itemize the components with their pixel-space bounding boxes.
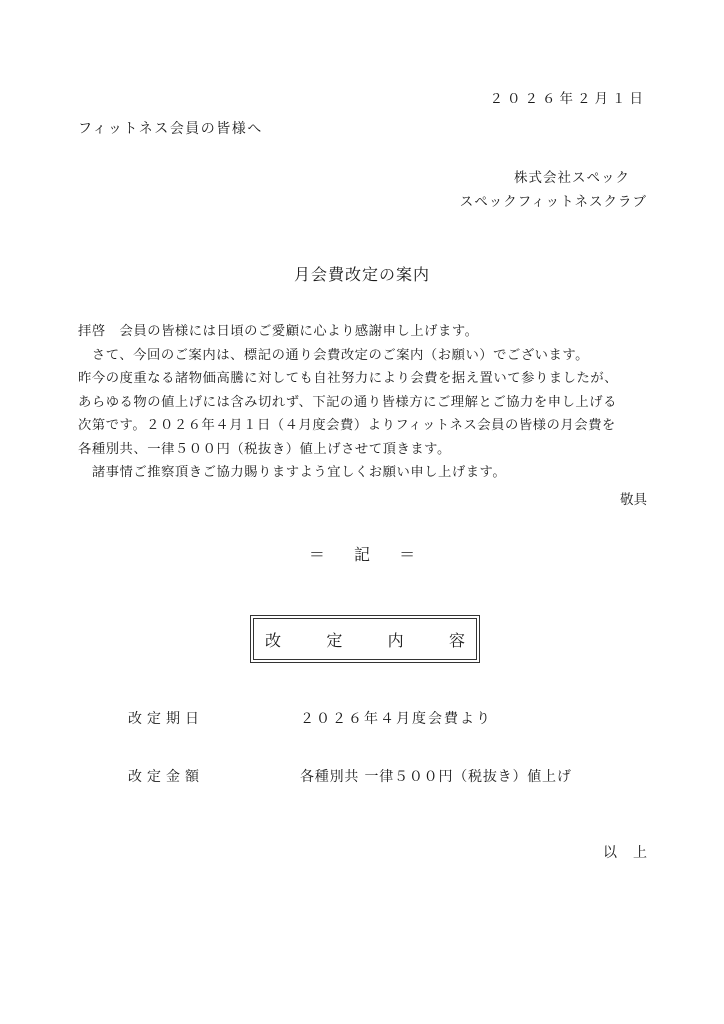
addressee: フィットネス会員の皆様へ — [78, 121, 263, 137]
body-line: 各種別共、一律５００円（税抜き）値上げさせて頂きます。 — [78, 441, 451, 457]
revision-amount-label: 改定金額 — [128, 769, 204, 785]
revision-amount-value: 各種別共 一律５００円（税抜き）値上げ — [300, 769, 572, 785]
closing-ijo — [603, 842, 647, 862]
closing-keigu: 敬具 — [620, 492, 647, 508]
ki-label: 記 — [353, 545, 370, 564]
body-line: 次第です。２０２６年４月１日（４月度会費）よりフィットネス会員の皆様の月会費を — [78, 418, 616, 433]
ijo-char: 以 — [603, 845, 617, 861]
sender-club: スペックフィットネスクラブ — [459, 194, 647, 210]
equals-left: ＝ — [308, 545, 325, 564]
body-line: あらゆる物の値上げには含み切れず、下記の通り皆様方にご理解とご協力を申し上げる — [78, 394, 617, 410]
box-char: 定 — [326, 630, 343, 650]
revision-date-label: 改定期日 — [128, 711, 204, 727]
box-char: 改 — [265, 630, 282, 650]
equals-right: ＝ — [399, 545, 416, 564]
body-line: 諸事情ご推察頂きご協力賜りますよう宜しくお願い申し上げます。 — [78, 465, 507, 480]
letter-body — [78, 320, 648, 485]
document-title: 月会費改定の案内 — [293, 265, 430, 284]
body-line: さて、今回のご案内は、標記の通り会費改定のご案内（お願い）でございます。 — [78, 347, 590, 363]
letter-date: ２０２６年２月１日 — [489, 91, 647, 107]
revision-content-box — [250, 615, 480, 663]
box-char: 容 — [448, 630, 465, 650]
ijo-char: 上 — [633, 845, 647, 861]
revision-date-value: ２０２６年４月度会費より — [300, 711, 492, 727]
body-line: 昨今の度重なる諸物価高騰に対しても自社努力により会費を据え置いて参りましたが、 — [78, 371, 619, 386]
ki-heading — [0, 542, 724, 565]
box-char: 内 — [387, 630, 404, 650]
body-line: 拝啓 会員の皆様には日頃のご愛顧に心より感謝申し上げます。 — [78, 324, 479, 339]
sender-company: 株式会社スペック — [514, 170, 630, 186]
